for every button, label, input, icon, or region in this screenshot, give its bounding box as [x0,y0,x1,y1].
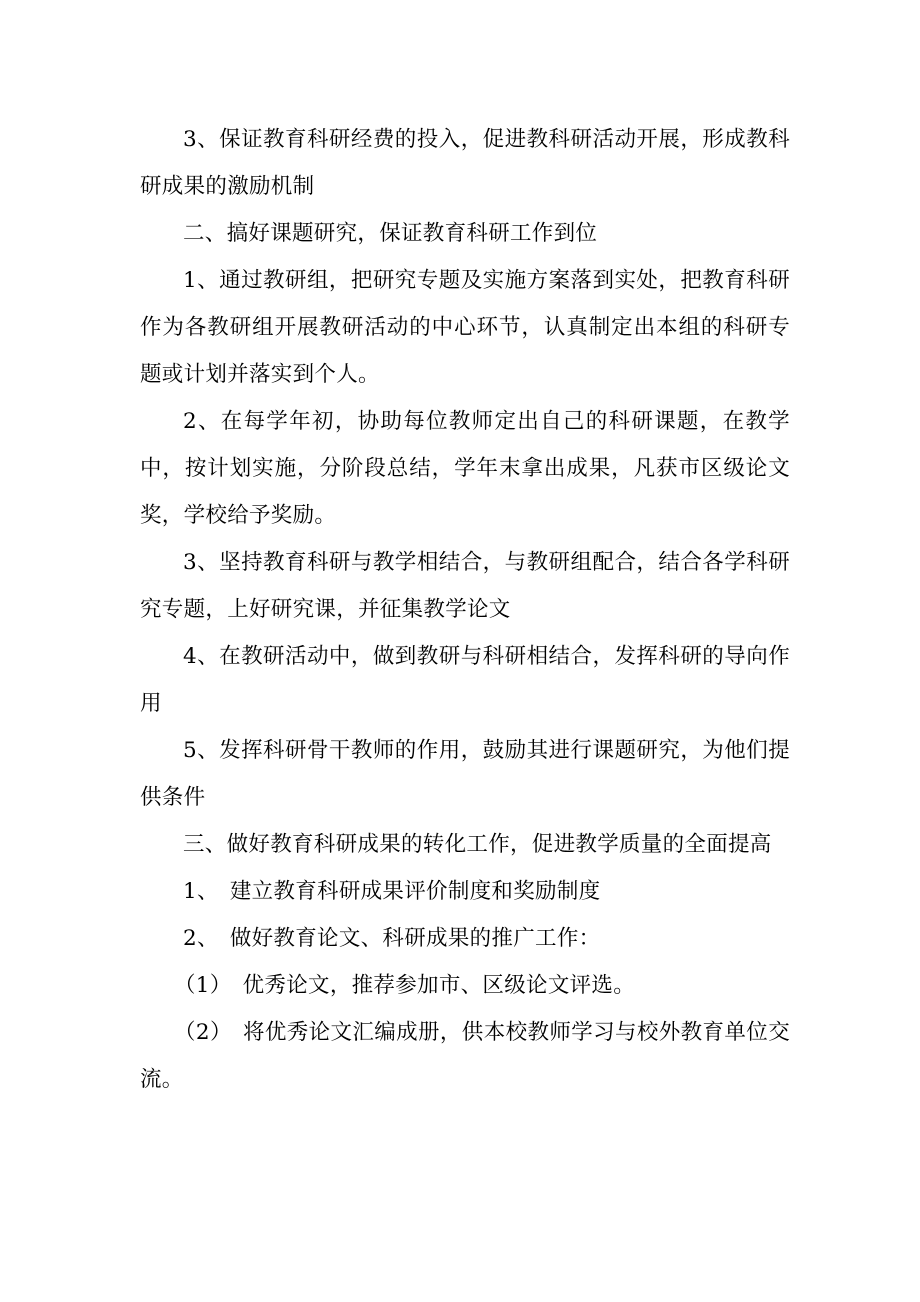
paragraph-guiding-role: 4、在教研活动中，做到教研与科研相结合，发挥科研的导向作用 [140,644,790,716]
paragraph-funding: 3、保证教育科研经费的投入，促进教科研活动开展，形成教科研成果的激励机制 [140,127,790,199]
document-body [140,116,790,1103]
paragraph-research-topics: 2、在每学年初，协助每位教师定出自己的科研课题，在教学中，按计划实施，分阶段总结，学年末拿出成果，凡获市区级论文奖，学校给予奖励。 [140,409,790,528]
paragraph-key-teachers: 5、发挥科研骨干教师的作用，鼓励其进行课题研究，为他们提供条件 [140,738,790,810]
paragraph-excellent-papers: （1） 优秀论文，推荐参加市、区级论文评选。 [174,973,636,998]
paragraph-combine-teaching: 3、坚持教育科研与教学相结合，与教研组配合，结合各学科研究专题，上好研究课，并征集教学论文 [140,550,790,622]
paragraph-teaching-groups: 1、通过教研组，把研究专题及实施方案落到实处，把教育科研作为各教研组开展教研活动的中心环节，认真制定出本组的科研专题或计划并落实到个人。 [140,268,790,387]
paragraph-evaluation-system: 1、 建立教育科研成果评价制度和奖励制度 [183,879,601,904]
paragraph-promotion: 2、 做好教育论文、科研成果的推广工作： [183,926,601,951]
heading-section-two: 二、搞好课题研究，保证教育科研工作到位 [183,221,598,246]
heading-section-three: 三、做好教育科研成果的转化工作，促进教学质量的全面提高 [183,832,772,857]
paragraph-compile-papers: （2） 将优秀论文汇编成册，供本校教师学习与校外教育单位交流。 [140,1020,790,1092]
